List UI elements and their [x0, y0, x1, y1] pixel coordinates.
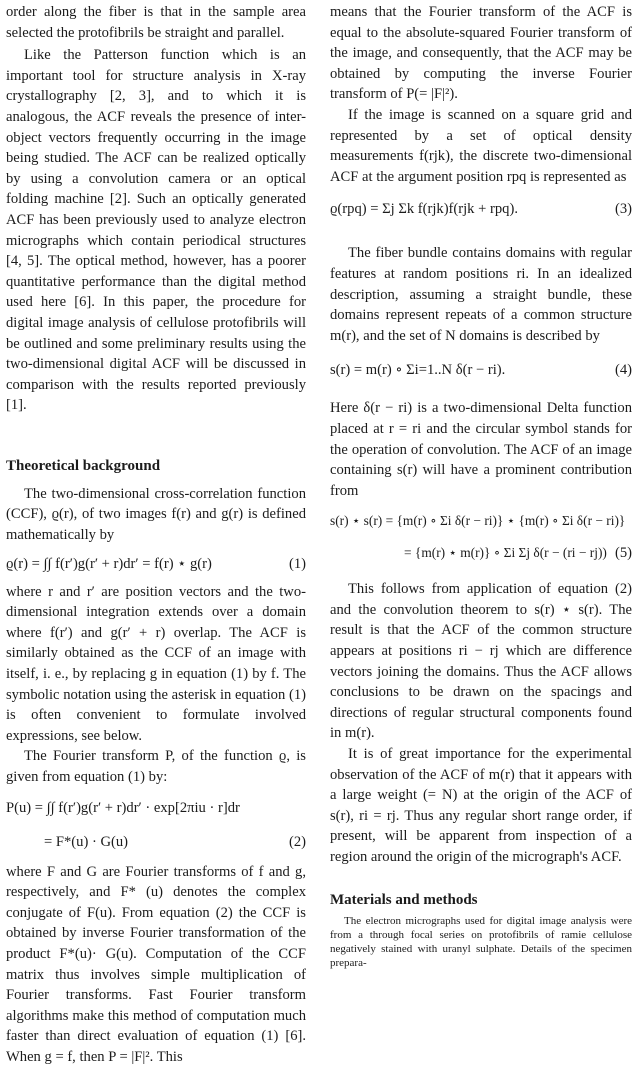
equation-2-line-2	[6, 832, 306, 854]
equation-5a-body: s(r) ⋆ s(r) = {m(r) ∘ Σi δ(r − ri)} ⋆ {m(r) ∘ Σi δ(r − ri)}	[330, 513, 626, 529]
paragraph-delta-function: Here δ(r − ri) is a two-dimensional Delta function placed at r = ri and the circular symbol stands for the operation of convolution. The ACF of an image containing s(r) will have a prominent contribution from	[330, 400, 632, 499]
equation-2b-body: = F*(u) · G(u)	[44, 833, 129, 850]
paragraph-fiber-bundle: The fiber bundle contains domains with regular features at random positions ri. In an idealized description, assuming a straight bundle, these domains represent repeats of a common structure m(r), and the set of N domains is described by	[330, 245, 632, 344]
equation-5-line-2	[330, 543, 632, 567]
equation-3-body: ϱ(rpq) = Σj Σk f(rjk)f(rjk + rpq).	[330, 201, 518, 218]
equation-5-line-1	[330, 511, 632, 535]
equation-3-number: (3)	[614, 201, 632, 218]
paragraph-continued: order along the fiber is that in the sample area selected the protofibrils be straight and parallel.	[6, 4, 306, 41]
paragraph-acf-fourier: means that the Fourier transform of the ACF is equal to the absolute-squared Fourier transform of the image, and consequently, that the ACF may be obtained by computing the inverse Fourier transform of P(= |F|²).	[330, 4, 632, 103]
equation-5b-body: = {m(r) ⋆ m(r)} ∘ Σi Σj δ(r − (ri − rj))	[404, 545, 607, 561]
equation-2a-body: P(u) = ∫∫ f(r′)g(r′ + r)dr′ · exp[2πiu · r]dr	[6, 799, 240, 816]
paragraph-fourier-transforms: where F and G are Fourier transforms of f and g, respectively, and F* (u) denotes the complex conjugate of F(u). From equation (2) the CCF is obtained by inverse Fourier transformation of the product F*(u)· G(u). Computation of the CCF matrix thus involves simple multiplication of Fourier transforms. Fast Fourier transform algorithms make this method of computation much faster than direct evaluation of equation (1) [6]. When g = f, then P = |F|². This	[6, 863, 306, 1065]
equation-4-body: s(r) = m(r) ∘ Σi=1..N δ(r − ri).	[330, 362, 506, 379]
equation-1	[6, 554, 306, 576]
paragraph-convolution-theorem: This follows from application of equation (2) and the convolution theorem to s(r) ⋆ s(r). The result is that the ACF of the common structure appears at positions ri − rj which are difference vectors joining the domains. Thus the ACF allows conclusions to be drawn on the spacings and directions of regular structural components found in m(r).	[330, 581, 632, 742]
right-column	[330, 0, 632, 970]
paragraph-square-grid: If the image is scanned on a square grid and represented by a set of optical density measurements f(rjk), the discrete two-dimensional ACF at the argument position rpq is represented as	[330, 106, 632, 185]
equation-2-number: (2)	[288, 833, 306, 850]
paragraph-experimental-observation: It is of great importance for the experimental observation of the ACF of m(r) that it appears with a large weight (= N) at the origin of the ACF of s(r), ri = rj. Thus any regular short range order, if present, will be apparent from inspection of a region around the origin of the micrograph's ACF.	[330, 746, 632, 865]
paragraph-ccf-definition: The two-dimensional cross-correlation function (CCF), ϱ(r), of two images f(r) and g(r) is defined mathematically by	[6, 485, 306, 544]
equation-1-number: (1)	[288, 555, 306, 572]
equation-1-body: ϱ(r) = ∫∫ f(r′)g(r′ + r)dr′ = f(r) ⋆ g(r)	[6, 555, 212, 572]
paragraph-position-vectors: where r and r′ are position vectors and the two-dimensional integration extends over a domain where f(r′) and g(r′ + r) overlap. The ACF is similarly obtained as the CCF of an image with itself, i. e., by replacing g in equation (1) by f. The symbolic notation using the asterisk in equation (1) is often convenient to formulate involved expressions, see below.	[6, 583, 306, 744]
equation-3	[330, 199, 632, 225]
equation-4-number: (4)	[614, 362, 632, 379]
left-column	[6, 0, 306, 1068]
equation-5-number: (5)	[614, 545, 632, 562]
equation-4	[330, 360, 632, 386]
paragraph-patterson: Like the Patterson function which is an important tool for structure analysis in X-ray crystallography [2, 3], and to which it is analogous, the ACF reveals the presence of inter-object vectors frequently occurring in the image being studied. The ACF can be realized optically by using a convolution camera or an optical folding machine [2]. Such an optically generated ACF has been previously used to analyze electron micrographs which contain periodical structures [4, 5]. The optical method, however, has a poorer quantitative performance than the digital method used here [6]. In this paper, the procedure for digital image analysis of cellulose protofibrils will be outlined and some preliminary results using the two-dimensional digital ACF will be discussed in comparison with the results reported previously [1].	[6, 47, 306, 414]
section-title-theory: Theoretical background	[6, 457, 161, 474]
equation-2-line-1	[6, 798, 306, 820]
section-title-methods: Materials and methods	[330, 891, 478, 908]
paragraph-methods-start: The electron micrographs used for digital image analysis were from a through focal series on protofibrils of ramie cellulose negatively stained with uranyl sulphate. Details of the specimen prepara-	[330, 914, 632, 969]
paragraph-fourier-intro: The Fourier transform P, of the function ϱ, is given from equation (1) by:	[6, 748, 306, 785]
